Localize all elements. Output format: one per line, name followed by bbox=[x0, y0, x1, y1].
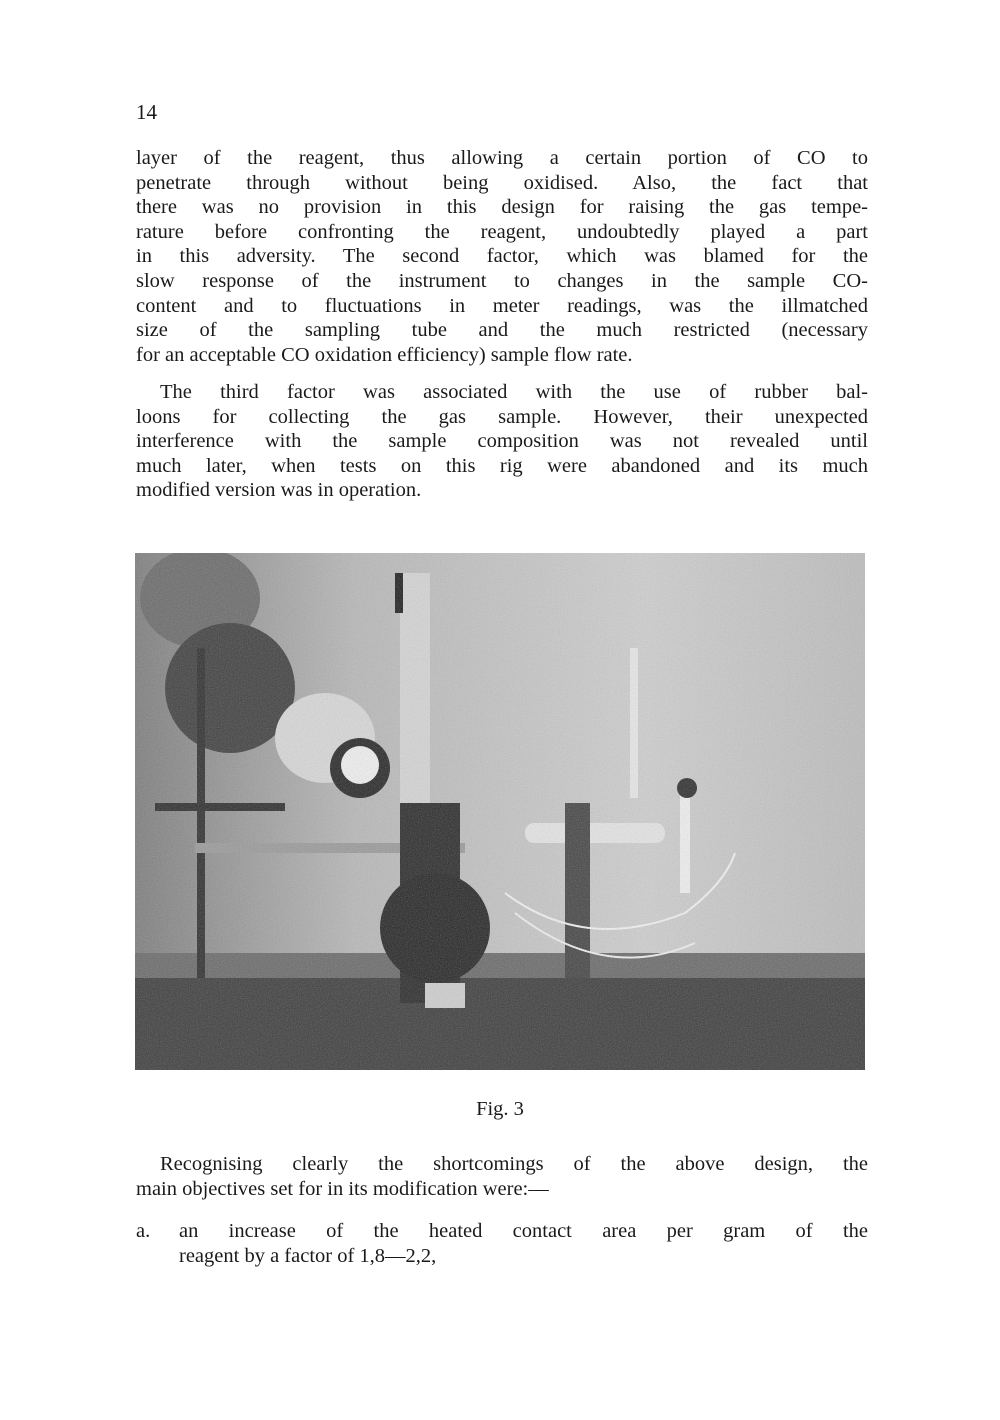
list-item-a bbox=[136, 1219, 868, 1269]
text-line: layer of the reagent, thus allowing a certain portion of CO to bbox=[136, 147, 868, 169]
text-line: penetrate through without being oxidised. Also, the fact that bbox=[136, 171, 868, 194]
page-number: 14 bbox=[136, 100, 157, 124]
text-line: much later, when tests on this rig were abandoned and its much bbox=[136, 454, 868, 477]
figure-caption: Fig. 3 bbox=[476, 1098, 524, 1120]
text-line: in this adversity. The second factor, which was blamed for the bbox=[136, 245, 868, 268]
text-line: interference with the sample composition was not revealed until bbox=[136, 430, 868, 453]
text-line: loons for collecting the gas sample. However, their unexpected bbox=[136, 405, 868, 428]
figure-photo bbox=[135, 553, 865, 1070]
text-line: main objectives set for in its modification were:— bbox=[136, 1177, 549, 1200]
text-line: modified version was in operation. bbox=[136, 479, 422, 502]
text-line: size of the sampling tube and the much restricted (necessary bbox=[136, 319, 868, 342]
text-line: there was no provision in this design for raising the gas tempe- bbox=[136, 196, 868, 219]
text-line: an increase of the heated contact area per gram of the bbox=[179, 1220, 868, 1242]
text-line: rature before confronting the reagent, undoubtedly played a part bbox=[136, 220, 868, 243]
text-line: reagent by a factor of 1,8—2,2, bbox=[179, 1245, 437, 1267]
paragraph-objectives bbox=[136, 1152, 868, 1201]
paragraph-third-factor bbox=[136, 380, 868, 503]
paragraph-factors bbox=[136, 146, 868, 367]
text-line: slow response of the instrument to changes in the sample CO- bbox=[136, 269, 868, 292]
apparatus-photo-illustration bbox=[135, 553, 865, 1070]
text-line: content and to fluctuations in meter readings, was the illmatched bbox=[136, 294, 868, 317]
text-line: The third factor was associated with the use of rubber bal- bbox=[160, 381, 868, 403]
text-line: for an acceptable CO oxidation efficiency) sample flow rate. bbox=[136, 343, 633, 366]
text-line: Recognising clearly the shortcomings of the above design, the bbox=[160, 1153, 868, 1175]
list-marker: a. bbox=[136, 1220, 151, 1242]
